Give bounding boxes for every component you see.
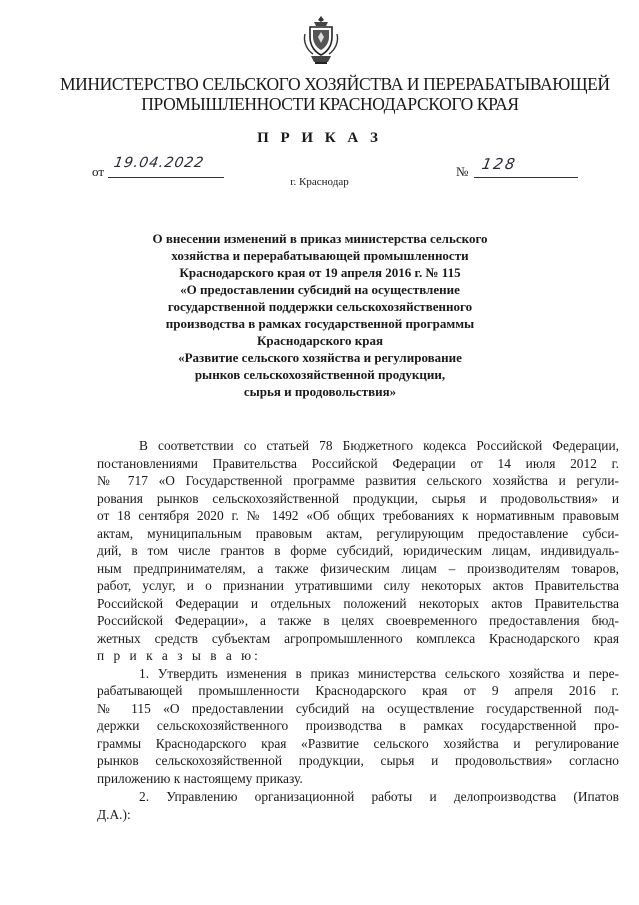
ministry-line: ПРОМЫШЛЕННОСТИ КРАСНОДАРСКОГО КРАЯ bbox=[141, 94, 519, 114]
prikazyvayu-line: п р и к а з ы в а ю: bbox=[97, 648, 261, 663]
title-line: «Развитие сельского хозяйства и регулирование bbox=[178, 350, 462, 365]
document-type: П Р И К А З bbox=[257, 130, 382, 146]
number-prefix: № bbox=[456, 164, 469, 179]
title-line: «О предоставлении субсидий на осуществление bbox=[180, 282, 460, 297]
title-line: государственной поддержки сельскохозяйственного bbox=[167, 299, 473, 314]
body-line: № 717 «О Государственной программе развития сельского хозяйства и регули- bbox=[97, 473, 619, 488]
title-line: Краснодарского края от 19 апреля 2016 г. № 115 bbox=[179, 265, 461, 280]
body-line: рования рынков сельскохозяйственной продукции, сырья и продовольствия» и bbox=[97, 490, 619, 506]
body-line: постановлениями Правительства Российской Федерации от 14 июля 2012 г. bbox=[97, 455, 619, 471]
title-line: О внесении изменений в приказ министерства сельского bbox=[152, 231, 488, 246]
title-line: хозяйства и перерабатывающей промышленности bbox=[171, 248, 469, 263]
body-line: Российской Федерации и отдельных положений некоторых актов Правительства bbox=[97, 595, 619, 611]
body-line: рабатывающей промышленности Краснодарского края от 9 апреля 2016 г. bbox=[97, 683, 619, 698]
body-line: граммы Краснодарского края «Развитие сельского хозяйства и регулирование bbox=[97, 735, 619, 751]
title-line: рынков сельскохозяйственной продукции, bbox=[194, 367, 446, 382]
body-line: приложению к настоящему приказу. bbox=[97, 770, 303, 786]
coat-of-arms-icon bbox=[302, 14, 340, 66]
paragraph-preamble bbox=[97, 437, 619, 665]
body-line: 1. Утвердить изменения в приказ министерства сельского хозяйства и пере- bbox=[139, 665, 619, 681]
handwritten-number: 128 bbox=[480, 155, 519, 173]
ministry-line: МИНИСТЕРСТВО СЕЛЬСКОГО ХОЗЯЙСТВА И ПЕРЕРАБАТЫВАЮЩЕЙ bbox=[60, 74, 610, 94]
body-line: жетных средств субъектам агропромышленного комплекса Краснодарского края bbox=[97, 630, 619, 646]
title-line: Краснодарского края bbox=[256, 333, 384, 348]
city: г. Краснодар bbox=[290, 176, 349, 188]
handwritten-date: 19.04.2022 bbox=[112, 155, 206, 171]
body-line: от 18 сентября 2020 г. № 1492 «Об общих требованиях к нормативным правовым bbox=[97, 508, 619, 523]
body-line: ным предпринимателям, а также физическим лицам – производителям товаров, bbox=[97, 560, 619, 576]
document-body bbox=[97, 437, 619, 823]
body-line: актам, муниципальным правовым актам, регулирующим предоставление субси- bbox=[97, 525, 619, 541]
body-line: рынков сельскохозяйственной продукции, сырья и продовольствия» согласно bbox=[97, 753, 619, 768]
body-line: держки сельскохозяйственного производства в рамках государственной про- bbox=[97, 718, 619, 733]
body-line: В соответствии со статьей 78 Бюджетного кодекса Российской Федерации, bbox=[139, 438, 619, 453]
body-line: дий, в том числе грантов в форме субсидий, юридическим лицам, индивидуаль- bbox=[97, 543, 619, 558]
body-line: работ, услуг, и о признании утратившими силу некоторых актов Правительства bbox=[97, 578, 619, 593]
ministry-name bbox=[60, 74, 610, 114]
body-line: № 115 «О предоставлении субсидий на осуществление государственной под- bbox=[97, 700, 619, 716]
body-line: 2. Управлению организационной работы и делопроизводства (Ипатов bbox=[139, 789, 619, 804]
title-line: сырья и продовольствия» bbox=[243, 384, 397, 399]
paragraph-item-1 bbox=[97, 665, 619, 788]
body-line: Российской Федерации», а также в целях своевременного предоставления бюд- bbox=[97, 613, 619, 628]
title-line: производства в рамках государственной программы bbox=[165, 316, 475, 331]
document-title bbox=[120, 230, 520, 400]
date-prefix: от bbox=[92, 164, 105, 179]
paragraph-item-2 bbox=[97, 788, 619, 823]
body-line: Д.А.): bbox=[97, 806, 131, 822]
